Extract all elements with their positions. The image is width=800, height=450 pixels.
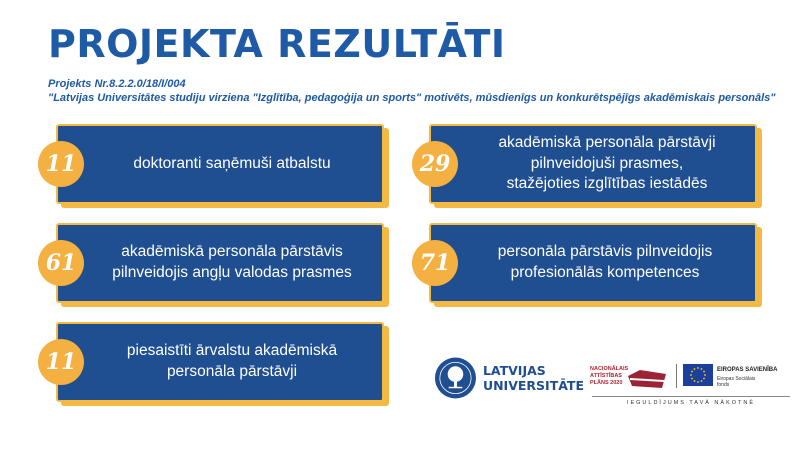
result-number-badge: 61 <box>38 240 84 286</box>
logo-divider <box>676 364 677 388</box>
eu-fund-line1: Eiropas Sociālais <box>717 376 756 382</box>
project-number: Projekts Nr.8.2.2.0/18/I/004 <box>48 78 186 90</box>
nap-line3: PLĀNS 2020 <box>590 379 623 386</box>
result-card <box>429 124 757 204</box>
eu-logo <box>683 364 783 390</box>
page-title: PROJEKTA REZULTĀTI <box>48 22 506 66</box>
result-text: piesaistīti ārvalstu akadēmiskā personāla pārstāvji <box>126 342 338 380</box>
result-number-badge: 11 <box>38 141 84 187</box>
slogan-divider <box>592 396 790 397</box>
result-text: akadēmiskā personāla pārstāvji pilnveidojuši prasmes, stažējoties izglītības iestādēs <box>498 133 716 193</box>
result-text: personāla pārstāvis pilnveidojis profesionālās kompetences <box>497 243 713 281</box>
result-card <box>56 124 384 204</box>
project-name: "Latvijas Universitātes studiju virziena "Izglītība, pedagoģija un sports" motivēts, mūsdienīgs un konkurētspējīgs akadēmiskais personāls" <box>48 92 776 104</box>
university-name-line2: UNIVERSITĀTE <box>482 378 584 393</box>
slogan: IEGULDĪJUMS TAVĀ NĀKOTNĒ <box>626 400 756 406</box>
result-text: akadēmiskā personāla pārstāvis pilnveidojis angļu valodas prasmes <box>112 243 352 281</box>
eu-title: EIROPAS SAVIENĪBA <box>717 367 778 373</box>
result-card <box>56 322 384 402</box>
nap-line2: ATTĪSTĪBAS <box>590 372 622 379</box>
university-name-line1: LATVIJAS <box>482 363 546 378</box>
result-text: doktoranti saņēmuši atbalstu <box>133 154 331 172</box>
latvia-flag-icon <box>626 368 668 390</box>
nap-line1: NACIONĀLAIS <box>590 366 629 372</box>
eu-fund-line2: fonds <box>717 382 730 388</box>
result-card <box>56 223 384 303</box>
result-number-badge: 71 <box>412 240 458 286</box>
university-logo <box>434 353 584 403</box>
university-seal-icon <box>434 356 477 400</box>
result-number-badge: 29 <box>412 141 458 187</box>
result-card <box>429 223 757 303</box>
result-number-badge: 11 <box>38 339 84 385</box>
eu-flag-icon <box>683 364 713 386</box>
nap-logo <box>590 364 680 392</box>
